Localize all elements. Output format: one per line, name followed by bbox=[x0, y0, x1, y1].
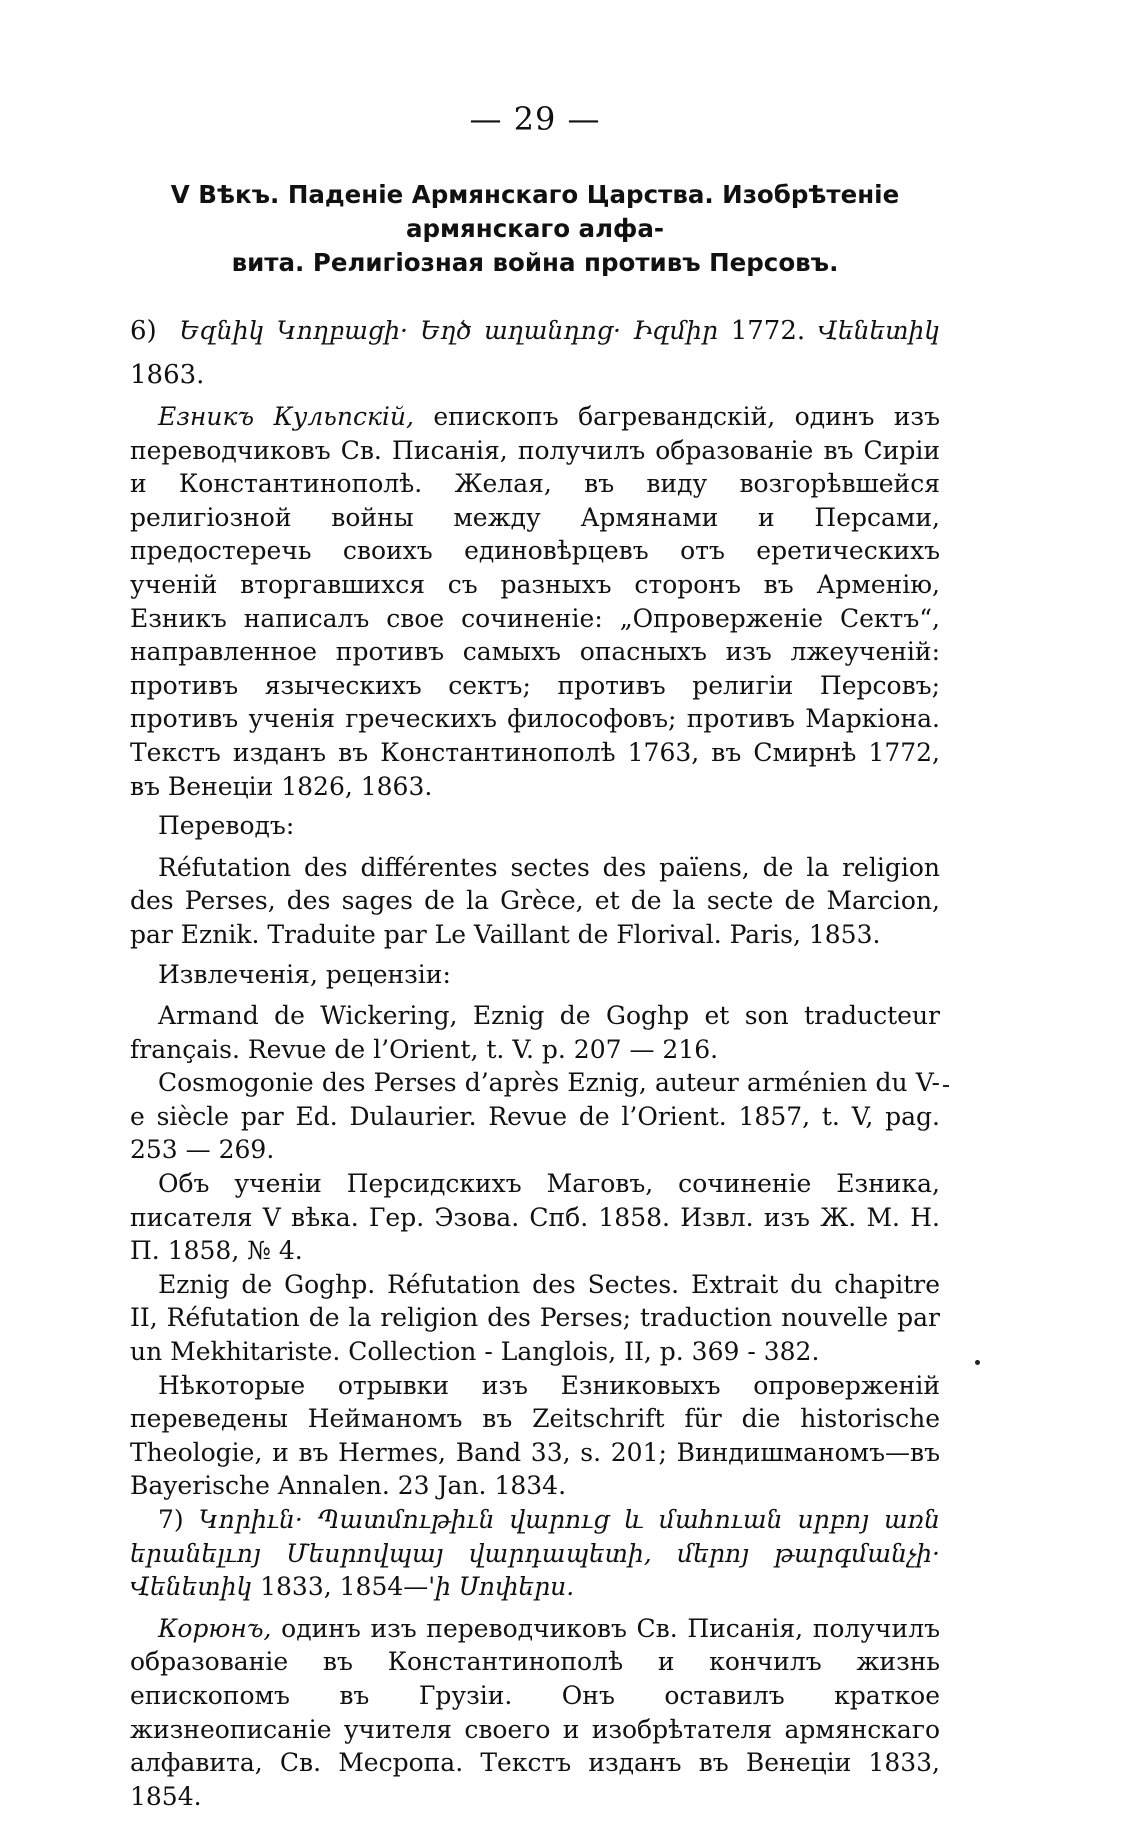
section-heading-line-1: V Вѣкъ. Паденіе Армянскаго Царства. Изобрѣтеніе армянскаго алфа- bbox=[170, 180, 900, 243]
entry-7-author: Корюнъ, bbox=[158, 1613, 272, 1643]
entry-7-years: 1833, 1854— bbox=[260, 1572, 429, 1602]
entry-6-excerpt-2: Cosmogonie des Perses d’après Eznig, auteur arménien du V-e siècle par Ed. Dulaurier. Revue de l’Orient. 1857, t. V, pag. 253 — 269. bbox=[130, 1068, 940, 1165]
entry-6-body: епископъ багревандскій, одинъ изъ переводчиковъ Св. Писанія, получилъ образованіе въ Сиріи и Константинополѣ. Желая, въ виду возгорѣвшейся религіозной войны между Армянами и Персами, предостеречь своихъ единовѣрцевъ отъ еретическихъ ученій вторгавшихся съ разныхъ сторонъ въ Арменію, Езникъ написалъ свое сочиненіе: „Опроверженіе Сектъ“, направленное противъ самыхъ опасныхъ изъ лжеученій: противъ языческихъ сектъ; противъ религіи Персовъ; противъ ученія греческихъ философовъ; противъ Маркіона. Текстъ изданъ въ Константинополѣ 1763, въ Смирнѣ 1772, въ Венеціи 1826, 1863. bbox=[130, 402, 940, 801]
entry-6-year-2: 1863. bbox=[130, 360, 205, 390]
document-page bbox=[130, 100, 940, 1813]
entry-7-armenian-title: Կորիւն· Պատմութիւն վարուց և մահուան սրբոյ առն երանելւոյ Մեսրովպայ վարդապետի, մերոյ թարգմանչի· Վենետիկ bbox=[130, 1505, 940, 1602]
margin-mark-dash bbox=[943, 1085, 949, 1087]
entry-6-number: 6) bbox=[130, 316, 157, 346]
page-number: — 29 — bbox=[469, 100, 601, 138]
entry-7-armenian-end: 'ի Սոփերս. bbox=[428, 1572, 575, 1602]
entry-7-description bbox=[130, 1612, 940, 1814]
entry-6-description bbox=[130, 400, 940, 803]
entry-6-excerpt-4: Eznig de Goghp. Réfutation des Sectes. Extrait du chapitre II, Réfutation de la religion des Perses; traduction nouvelle par un Mekhitariste. Collection - Langlois, II, p. 369 - 382. bbox=[130, 1269, 940, 1367]
margin-mark-dot bbox=[975, 1360, 980, 1365]
section-heading-line-2: вита. Религіозная война противъ Персовъ. bbox=[231, 248, 839, 277]
entry-7-title bbox=[130, 1503, 940, 1604]
entry-6-translation-label: Переводъ: bbox=[158, 811, 295, 841]
entry-6-title bbox=[130, 314, 940, 348]
section-heading bbox=[130, 178, 940, 280]
entry-6-armenian-title: Եզնիկ Կողբացի· Եղծ աղանդոց· Իզմիր bbox=[179, 316, 718, 345]
entry-6-excerpt-3: Объ ученіи Персидскихъ Маговъ, сочиненіе Езника, писателя V вѣка. Гер. Эзова. Спб. 1858. Извл. изъ Ж. М. Н. П. 1858, № 4. bbox=[130, 1169, 940, 1266]
entry-7-body: одинъ изъ переводчиковъ Св. Писанія, получилъ образованіе въ Константинополѣ и кончилъ жизнь епископомъ въ Грузіи. Онъ оставилъ краткое жизнеописаніе учителя своего и изобрѣтателя армянскаго алфавита, Св. Месропа. Текстъ изданъ въ Венеціи 1833, 1854. bbox=[130, 1613, 940, 1811]
entry-6-excerpt-1: Armand de Wickering, Eznig de Goghp et son traducteur français. Revue de l’Orient, t. V. p. 207 — 216. bbox=[130, 1001, 940, 1064]
entry-7-number: 7) bbox=[158, 1505, 184, 1534]
entry-6-author: Езникъ Кульпскій, bbox=[158, 402, 414, 431]
entry-6-excerpts-label: Извлеченія, рецензіи: bbox=[158, 959, 451, 989]
entry-6-excerpt-5: Нѣкоторые отрывки изъ Езниковыхъ опроверженій переведены Нейманомъ въ Zeitschrift für die historische Theologie, и въ Hermes, Band 33, s. 201; Виндишманомъ—въ Bayerische Annalen. 23 Jan. 1834. bbox=[130, 1370, 940, 1501]
entry-6-year-1: 1772. bbox=[730, 316, 806, 346]
entry-6-armenian-venice: Վենետիկ bbox=[817, 316, 941, 345]
entry-6-translation: Réfutation des différentes sectes des païens, de la religion des Perses, des sages de la Grèce, et de la secte de Marcion, par Eznik. Traduite par Le Vaillant de Florival. Paris, 1853. bbox=[130, 852, 940, 949]
